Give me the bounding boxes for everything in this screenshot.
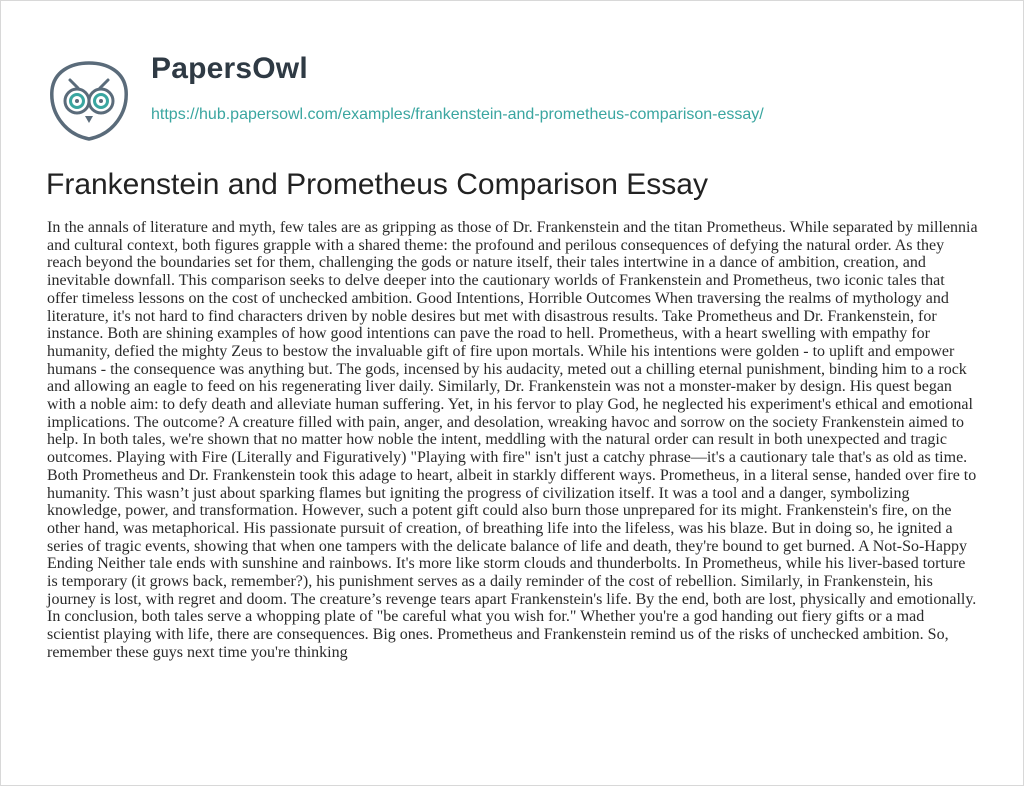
essay-title: Frankenstein and Prometheus Comparison Essay — [46, 168, 708, 201]
owl-logo-icon[interactable] — [48, 60, 130, 142]
source-url[interactable]: https://hub.papersowl.com/examples/frankenstein-and-prometheus-comparison-essay/ — [151, 106, 764, 123]
site-header — [48, 52, 988, 138]
essay-body: In the annals of literature and myth, few tales are as gripping as those of Dr. Frankenstein and the titan Prometheus. While separated by millennia and cultural context, both figures grapple with a shared theme: the profound and perilous consequences of defying the natural order. As they reach beyond the boundaries set for them, challenging the gods or nature itself, their tales intertwine in a dance of ambition, creation, and inevitable downfall. This comparison seeks to delve deeper into the cautionary worlds of Frankenstein and Prometheus, two iconic tales that offer timeless lessons on the cost of unchecked ambition. Good Intentions, Horrible Outcomes When traversing the realms of mythology and literature, it's not hard to find characters driven by noble desires but met with disastrous results. Take Prometheus and Dr. Frankenstein, for instance. Both are shining examples of how good intentions can pave the road to hell. Prometheus, with a heart swelling with empathy for humanity, defied the mighty Zeus to bestow the invaluable gift of fire upon mortals. While his intentions were golden - to uplift and empower humans - the consequence was anything but. The gods, incensed by his audacity, meted out a chilling eternal punishment, binding him to a rock and allowing an eagle to feed on his regenerating liver daily. Similarly, Dr. Frankenstein was not a monster-maker by design. His quest began with a noble aim: to defy death and alleviate human suffering. Yet, in his fervor to play God, he neglected his experiment's ethical and emotional implications. The outcome? A creature filled with pain, anger, and desolation, wreaking havoc and sorrow on the society Frankenstein aimed to help. In both tales, we're shown that no matter how noble the intent, meddling with the natural order can result in both unexpected and tragic outcomes. Playing with Fire (Literally and Figuratively) "Playing with fire" isn't just a catchy phrase—it's a cautionary tale that's as old as time. Both Prometheus and Dr. Frankenstein took this adage to heart, albeit in starkly different ways. Prometheus, in a literal sense, handed over fire to humanity. This wasn’t just about sparking flames but igniting the progress of civilization itself. It was a tool and a danger, symbolizing knowledge, power, and transformation. However, such a potent gift could also burn those unprepared for its might. Frankenstein's fire, on the other hand, was metaphorical. His passionate pursuit of creation, of breathing life into the lifeless, was his blaze. But in doing so, he ignited a series of tragic events, showing that when one tampers with the delicate balance of life and death, they're bound to get burned. A Not-So-Happy Ending Neither tale ends with sunshine and rainbows. It's more like storm clouds and thunderbolts. In Prometheus, while his liver-based torture is temporary (it grows back, remember?), his punishment serves as a daily reminder of the cost of rebellion. Similarly, in Frankenstein, his journey is lost, with regret and doom. The creature’s revenge tears apart Frankenstein's life. By the end, both are lost, physically and emotionally. In conclusion, both tales serve a whopping plate of "be careful what you wish for." Whether you're a god handing out fiery gifts or a mad scientist playing with life, there are consequences. Big ones. Prometheus and Frankenstein remind us of the risks of unchecked ambition. So, remember these guys next time you're thinking — [47, 219, 978, 661]
brand-name[interactable]: PapersOwl — [151, 52, 308, 85]
